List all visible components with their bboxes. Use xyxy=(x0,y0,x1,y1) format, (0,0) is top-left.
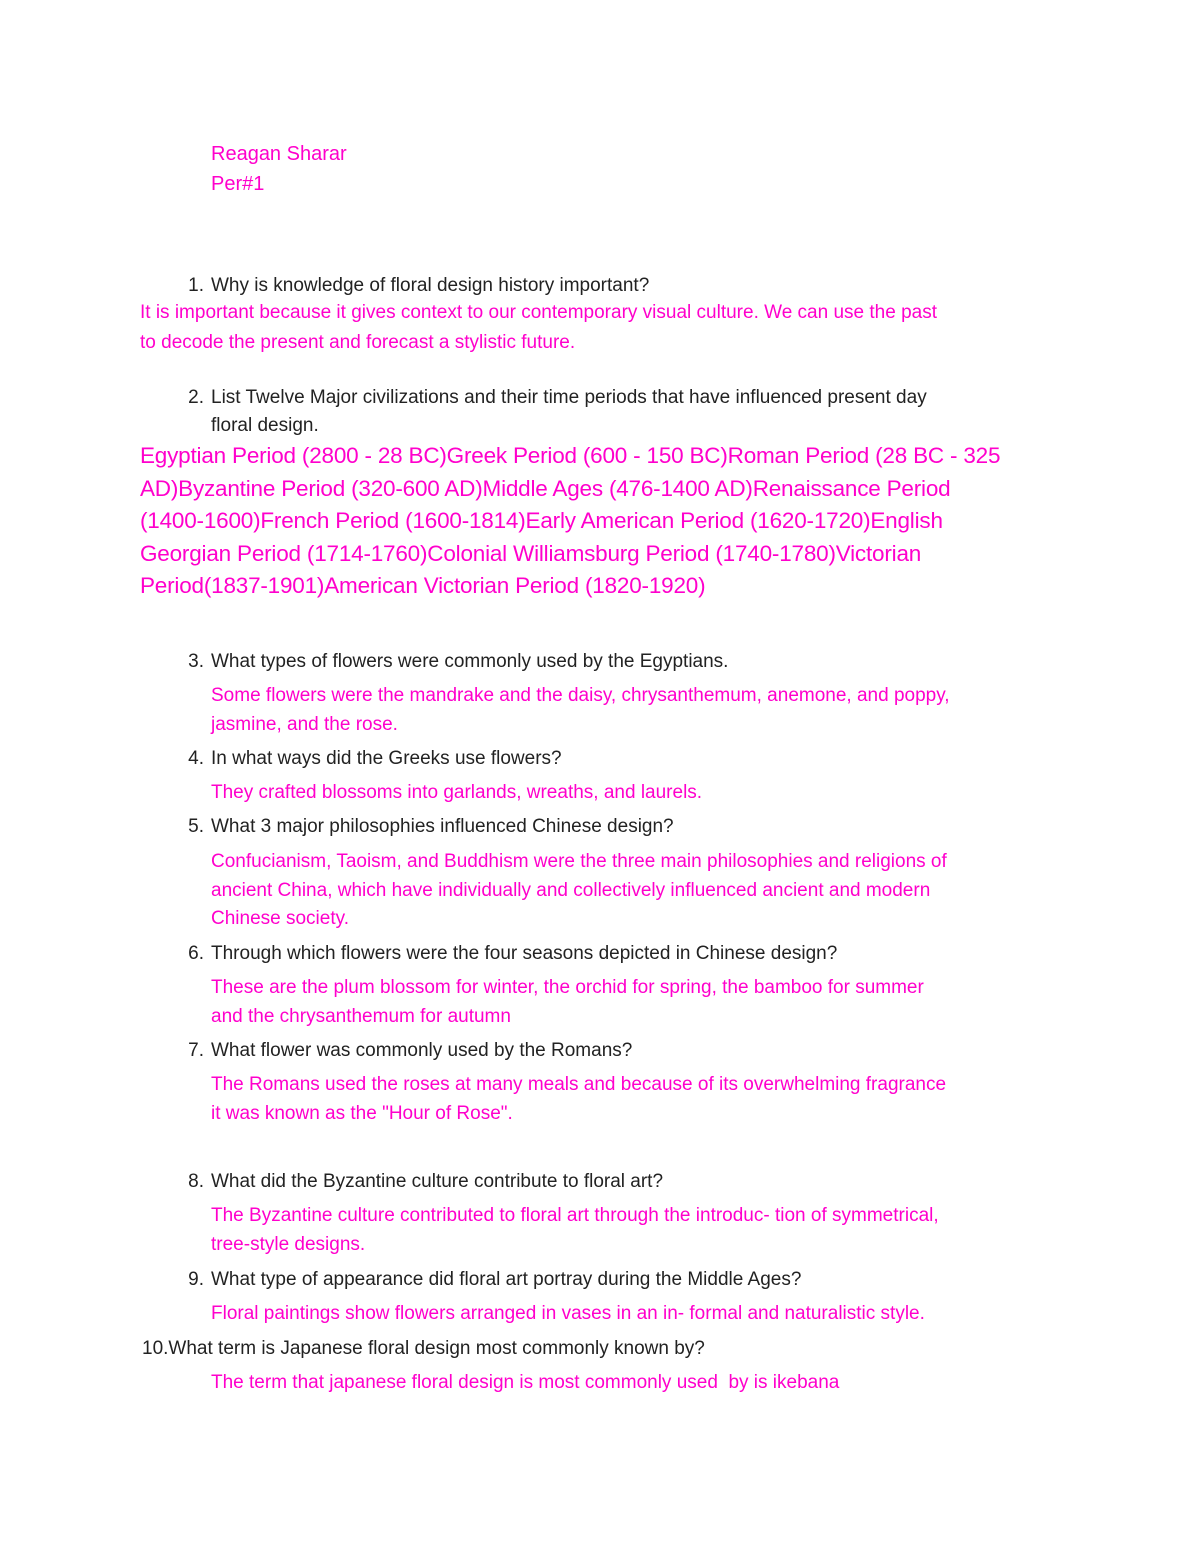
answer-line: The term that japanese floral design is most commonly used by is ikebana xyxy=(211,1372,840,1393)
question-text: What term is Japanese floral design most commonly known by? xyxy=(168,1338,705,1359)
question-line: floral design. xyxy=(211,415,319,436)
student-name: Reagan Sharar xyxy=(211,143,347,165)
answer-line: Floral paintings show flowers arranged in vases in an in- formal and naturalistic style. xyxy=(211,1303,925,1324)
question-text: Through which flowers were the four seasons depicted in Chinese design? xyxy=(211,943,838,964)
answer-1 xyxy=(140,298,1060,357)
question-text: What types of flowers were commonly used by the Egyptians. xyxy=(211,651,729,672)
answer-5 xyxy=(211,848,1061,934)
answer-8 xyxy=(211,1202,1061,1259)
answer-4 xyxy=(211,779,1061,808)
answer-line: Chinese society. xyxy=(211,908,349,929)
question-text: In what ways did the Greeks use flowers? xyxy=(211,748,562,769)
question-line: List Twelve Major civilizations and their time periods that have influenced present day xyxy=(211,387,927,408)
answer-line: jasmine, and the rose. xyxy=(211,713,398,735)
answer-line: Some flowers were the mandrake and the daisy, chrysanthemum, anemone, and poppy, xyxy=(211,685,950,706)
answer-line: tree-style designs. xyxy=(211,1233,366,1255)
answer-line: and the chrysanthemum for autumn xyxy=(211,1005,511,1027)
answer-line: it was known as the "Hour of Rose". xyxy=(211,1102,513,1124)
answer-line: These are the plum blossom for winter, the orchid for spring, the bamboo for summer xyxy=(211,977,924,998)
question-number: 10. xyxy=(142,1338,169,1359)
question-text: What did the Byzantine culture contribute to floral art? xyxy=(211,1171,664,1192)
answer-line: ancient China, which have individually and collectively influenced ancient and modern xyxy=(211,879,931,901)
answer-3 xyxy=(211,682,1061,739)
question-number: 6. xyxy=(188,943,204,964)
question-number: 9. xyxy=(188,1269,204,1290)
answer-2-civilizations xyxy=(140,440,1060,603)
answer-6 xyxy=(211,974,1061,1031)
question-number: 2. xyxy=(188,387,204,408)
question-number: 4. xyxy=(188,748,204,769)
question-text: What type of appearance did floral art portray during the Middle Ages? xyxy=(211,1269,802,1290)
answer-line: to decode the present and forecast a stylistic future. xyxy=(140,331,576,353)
answer-line: The Romans used the roses at many meals and because of its overwhelming fragrance xyxy=(211,1074,947,1095)
question-10 xyxy=(142,1335,705,1363)
answer-line: Period(1837-1901)American Victorian Period (1820-1920) xyxy=(140,573,706,598)
answer-line: The Byzantine culture contributed to floral art through the introduc- tion of symmetrical, xyxy=(211,1205,939,1226)
question-number: 7. xyxy=(188,1040,204,1061)
question-number: 5. xyxy=(188,816,204,837)
question-number: 3. xyxy=(188,651,204,672)
question-number: 8. xyxy=(188,1171,204,1192)
question-text: What flower was commonly used by the Romans? xyxy=(211,1040,633,1061)
class-period: Per#1 xyxy=(211,173,265,195)
answer-9 xyxy=(211,1300,1061,1329)
answer-7 xyxy=(211,1071,1061,1128)
answer-10 xyxy=(211,1369,1061,1398)
question-text xyxy=(211,384,1041,440)
answer-line: (1400-1600)French Period (1600-1814)Early American Period (1620-1720)English xyxy=(140,508,943,533)
answer-line: Confucianism, Taoism, and Buddhism were the three main philosophies and religions of xyxy=(211,851,947,872)
question-text: What 3 major philosophies influenced Chinese design? xyxy=(211,816,674,837)
answer-line: Georgian Period (1714-1760)Colonial Williamsburg Period (1740-1780)Victorian xyxy=(140,540,922,566)
answer-line: They crafted blossoms into garlands, wreaths, and laurels. xyxy=(211,782,703,803)
answer-line: AD)Byzantine Period (320-600 AD)Middle Ages (476-1400 AD)Renaissance Period xyxy=(140,475,951,501)
answer-line: It is important because it gives context to our contemporary visual culture. We can use the past xyxy=(140,302,937,323)
question-number: 1. xyxy=(188,275,204,296)
question-text: Why is knowledge of floral design history important? xyxy=(211,275,650,296)
answer-line: Egyptian Period (2800 - 28 BC)Greek Period (600 - 150 BC)Roman Period (28 BC - 325 xyxy=(140,443,1001,468)
